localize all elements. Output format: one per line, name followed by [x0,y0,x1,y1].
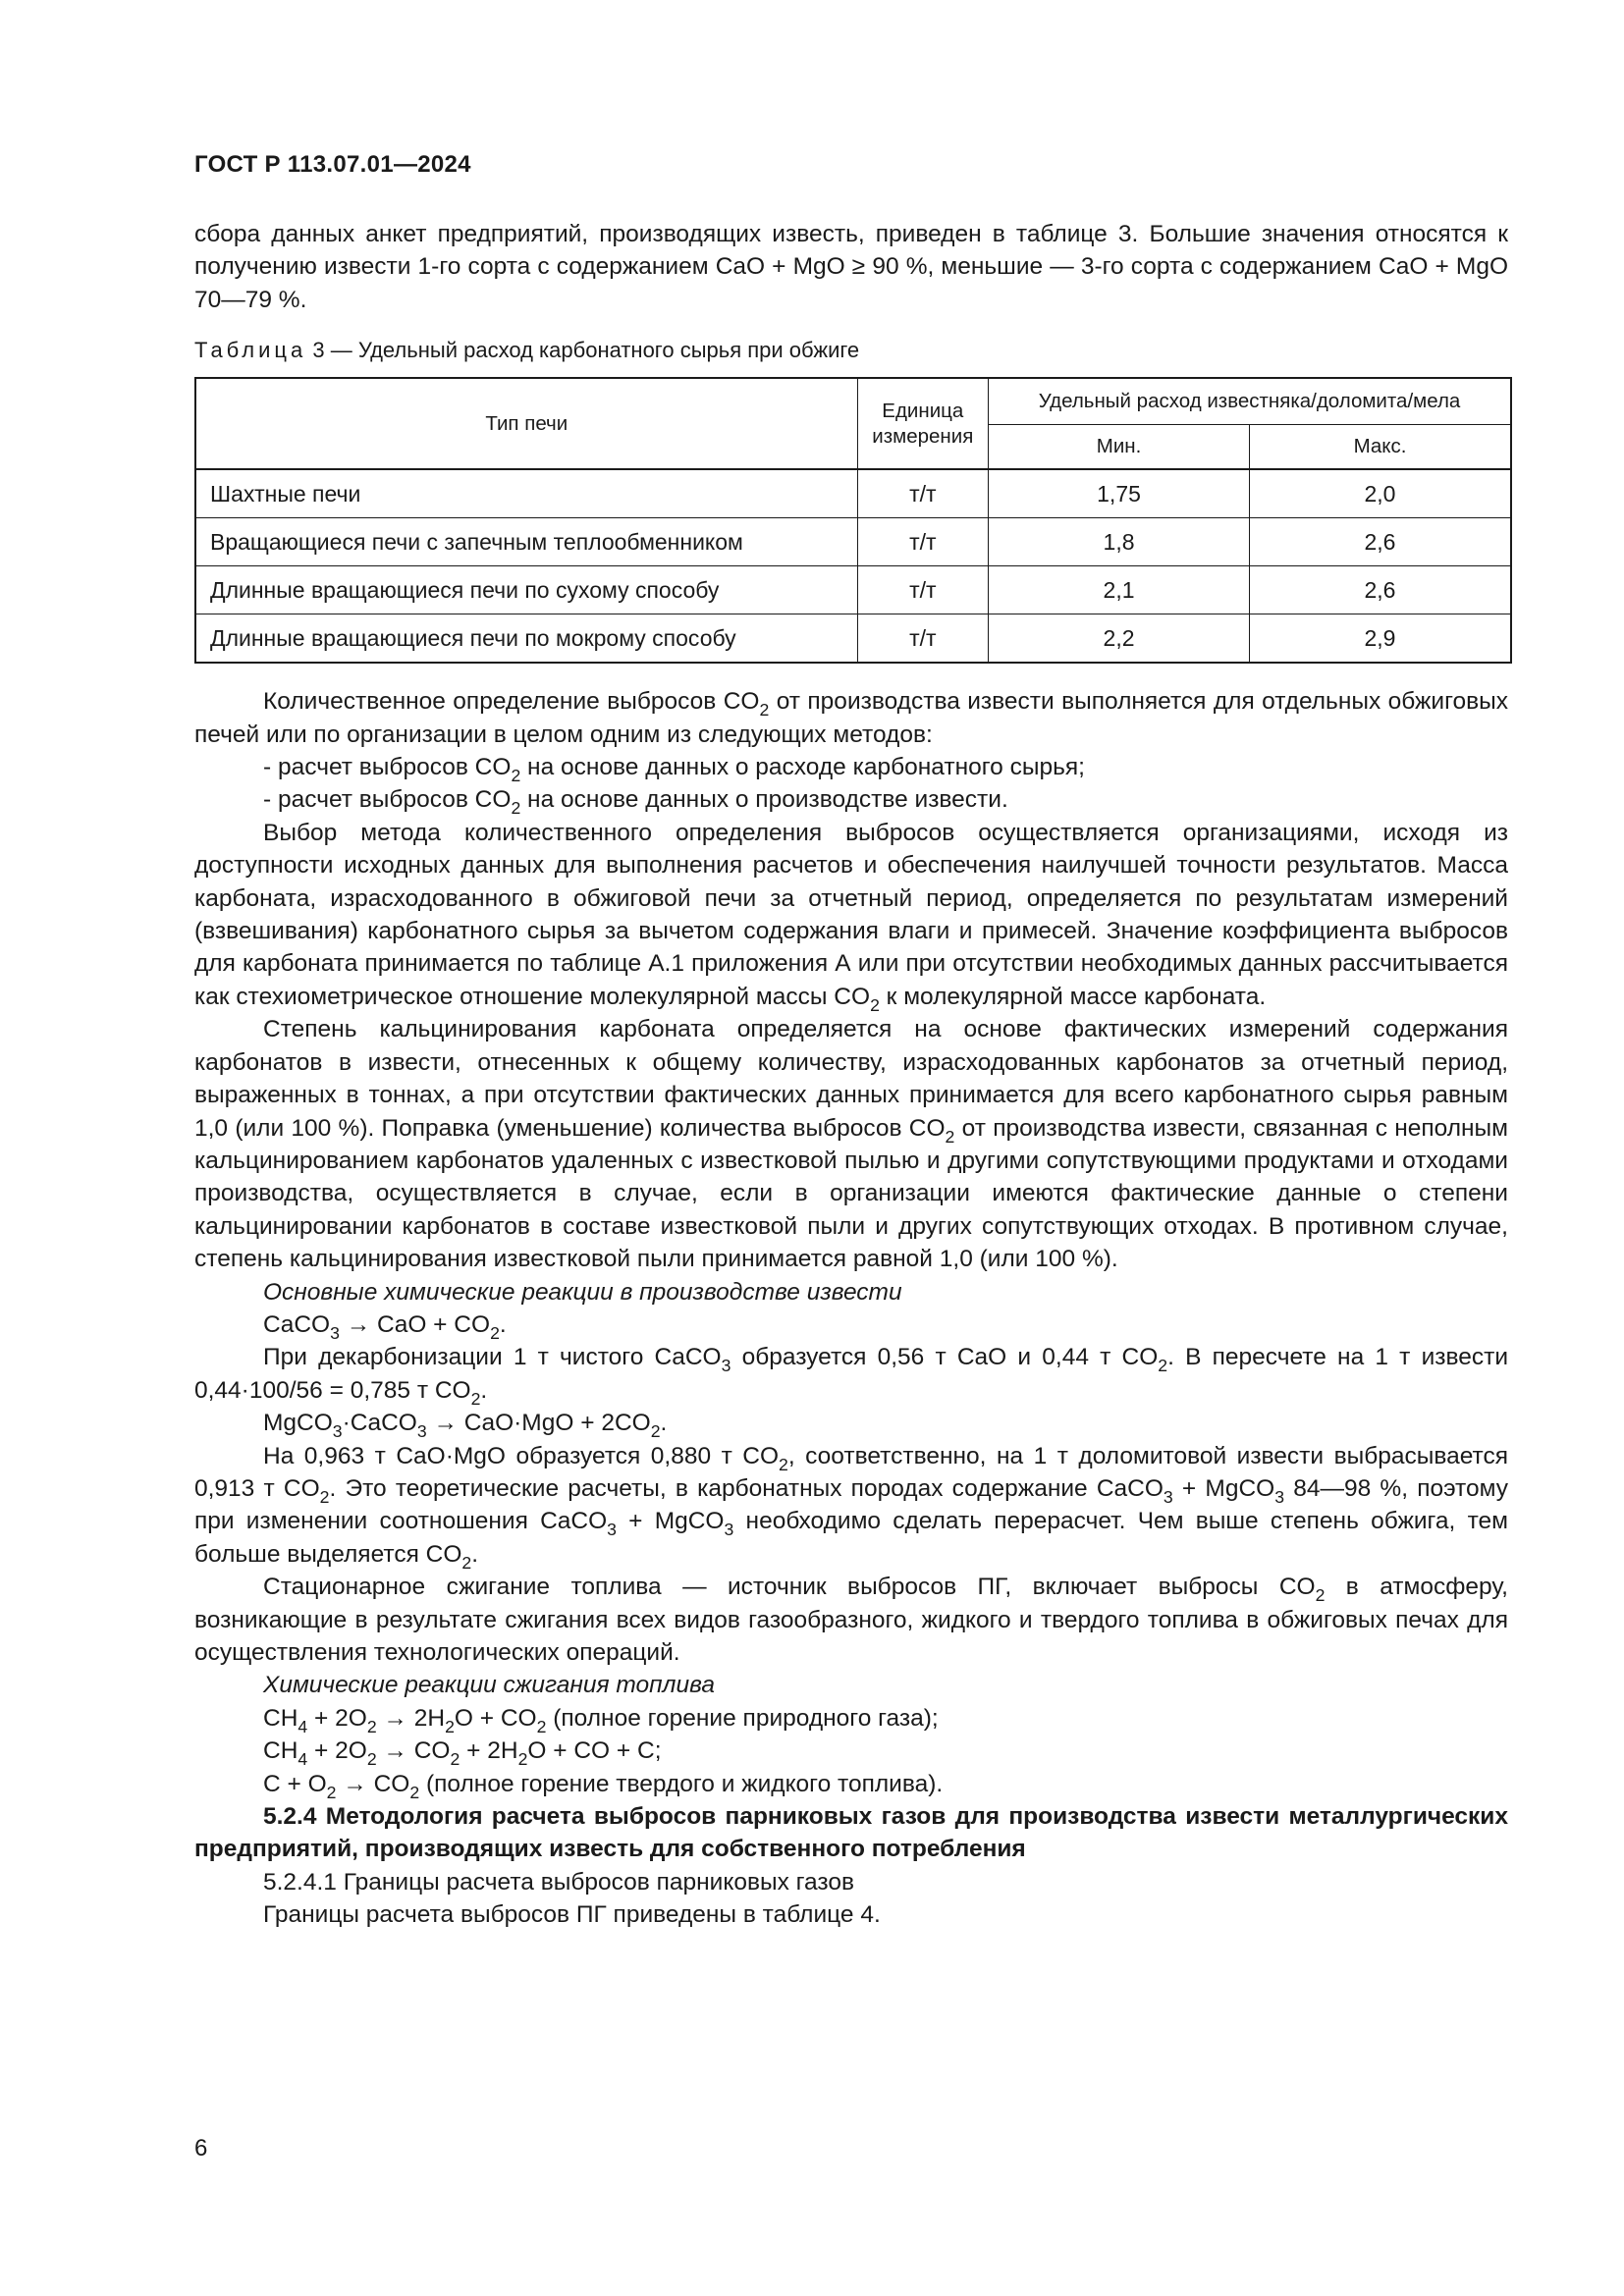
paragraph-dolomite-lime: На 0,963 т CaO·MgO образуется 0,880 т $CO_2$, соответственно, на 1 т доломитовой извести выбрасывается 0,913 т $CO_2$. Это теоретические расчеты, в карбонатных породах содержание CaCO$_3$ + MgCO$_3$ 84—98 %, поэтому при изменении соотношения CaCO$_3$ + MgCO$_3$ необходимо сделать перерасчет. Чем выше степень обжига, тем больше выделяется $CO_2$. [194,1442,1508,1573]
reaction-caco3: CaCO$_3$ → CaO + $CO_2$. [263,1310,507,1343]
paragraph-decarbonization: При декарбонизации 1 т чистого CaCO$_3$ образуется 0,56 т CaO и 0,44 т $CO_2$. В пересчете на 1 т извести 0,44·100/56 = 0,785 т $CO_2$. [194,1344,1509,1409]
cell-kiln-type: Вращающиеся печи с запечным теплообменником [195,518,857,566]
cell-min: 1,75 [989,469,1250,518]
page-number: 6 [194,2135,208,2162]
cell-max: 2,9 [1250,614,1512,664]
intro-paragraph: сбора данных анкет предприятий, производящих известь, приведен в таблице 3. Большие значения относятся к получению извести 1-го сорта с содержанием CaO + MgO ≥ 90 %, меньшие — 3-го сорта с содержанием CaO + MgO 70—79 %. [194,221,1508,313]
paragraph-quantification: Количественное определение выбросов $CO_2$ от производства извести выполняется для отдельных обжиговых печей или по организации в целом одним из следующих методов: [194,688,1508,748]
reaction-methane-partial: $CH_4 + 2O_2 \to CO_2 + 2H_2O$ + CO + C; [263,1737,662,1770]
cell-unit: т/т [857,566,988,614]
cell-min: 2,1 [989,566,1250,614]
reaction-carbon: $C + O_2 \to CO_2$ (полное горение твердого и жидкого топлива). [263,1770,944,1802]
fuel-reactions-heading: Химические реакции сжигания топлива [263,1672,715,1699]
document-header: ГОСТ Р 113.07.01—2024 [194,151,471,178]
table-caption-title: 3 — Удельный расход карбонатного сырья при обжиге [306,338,860,363]
method-item: - расчет выбросов $CO_2$ на основе данных о расходе карбонатного сырья; [263,754,1085,786]
table-3 [194,377,1512,664]
cell-kiln-type: Длинные вращающиеся печи по сухому способу [195,566,857,614]
table-caption-label: Таблица [194,338,307,363]
reaction-methane-full: $CH_4 + 2O_2 \to 2H_2O + CO_2$ (полное горение природного газа); [263,1704,939,1736]
cell-unit: т/т [857,614,988,664]
cell-max: 2,0 [1250,469,1512,518]
table-row [195,566,1511,614]
table-row [195,614,1511,664]
cell-unit: т/т [857,469,988,518]
cell-max: 2,6 [1250,518,1512,566]
cell-unit: т/т [857,518,988,566]
col-header-min: Мин. [989,425,1250,470]
cell-max: 2,6 [1250,566,1512,614]
section-heading: 5.2.4 Методология расчета выбросов парниковых газов для производства извести металлургических предприятий, производящих известь для собственного потребления [194,1803,1508,1863]
cell-min: 2,2 [989,614,1250,664]
cell-kiln-type: Длинные вращающиеся печи по мокрому способу [195,614,857,664]
reaction-dolomite: MgCO$_3$·CaCO$_3$ → $CaO\cdot MgO + 2CO_2$. [263,1410,668,1442]
paragraph-calcination: Степень кальцинирования карбоната определяется на основе фактических измерений содержания карбонатов в извести, отнесенных к общему количеству, израсходованных карбонатов за отчетный период, выраженных в тоннах, а при отсутствии фактических данных принимается для всего карбонатного сырья равным 1,0 (или 100 %). Поправка (уменьшение) количества выбросов $CO_2$ от производства извести, связанная с неполным кальцинированием карбонатов удаленных с известковой пылью и другими сопутствующими продуктами и отходами производства, осуществляется в случае, если в организации имеются фактические данные о степени кальцинировании карбонатов в составе известковой пыли и других сопутствующих отходах. В противном случае, степень кальцинирования известковой пыли принимается равной 1,0 (или 100 %). [194,1016,1508,1273]
subsection-heading: 5.2.4.1 Границы расчета выбросов парниковых газов [263,1868,854,1896]
col-header-unit: Единица измерения [857,378,988,469]
col-header-max: Макс. [1250,425,1512,470]
col-header-kiln-type: Тип печи [195,378,857,469]
paragraph-table4-ref: Границы расчета выбросов ПГ приведены в таблице 4. [263,1901,881,1929]
table-header-row [195,378,1511,425]
cell-min: 1,8 [989,518,1250,566]
table-row [195,518,1511,566]
paragraph-method-choice: Выбор метода количественного определения выбросов осуществляется организациями, исходя из доступности исходных данных для выполнения расчетов и обеспечения наилучшей точности результатов. Масса карбоната, израсходованного в обжиговой печи за отчетный период, определяется по результатам измерений (взвешивания) карбонатного сырья за вычетом содержания влаги и примесей. Значение коэффициента выбросов для карбоната принимается по таблице А.1 приложения А или при отсутствии необходимых данных рассчитывается как стехиометрическое отношение молекулярной массы $CO_2$ к молекулярной массе карбоната. [194,819,1508,1015]
table-caption [194,336,1508,365]
cell-kiln-type: Шахтные печи [195,469,857,518]
chem-reactions-heading: Основные химические реакции в производстве извести [263,1278,902,1306]
col-header-specific: Удельный расход известняка/доломита/мела [989,378,1511,425]
table-row [195,469,1511,518]
page-content [194,218,1508,1932]
method-item: - расчет выбросов $CO_2$ на основе данных о производстве извести. [263,786,1008,819]
paragraph-stationary-combustion: Стационарное сжигание топлива — источник выбросов ПГ, включает выбросы $CO_2$ в атмосферу, возникающие в результате сжигания всех видов газообразного, жидкого и твердого топлива в обжиговых печах для осуществления технологических операций. [194,1574,1508,1666]
